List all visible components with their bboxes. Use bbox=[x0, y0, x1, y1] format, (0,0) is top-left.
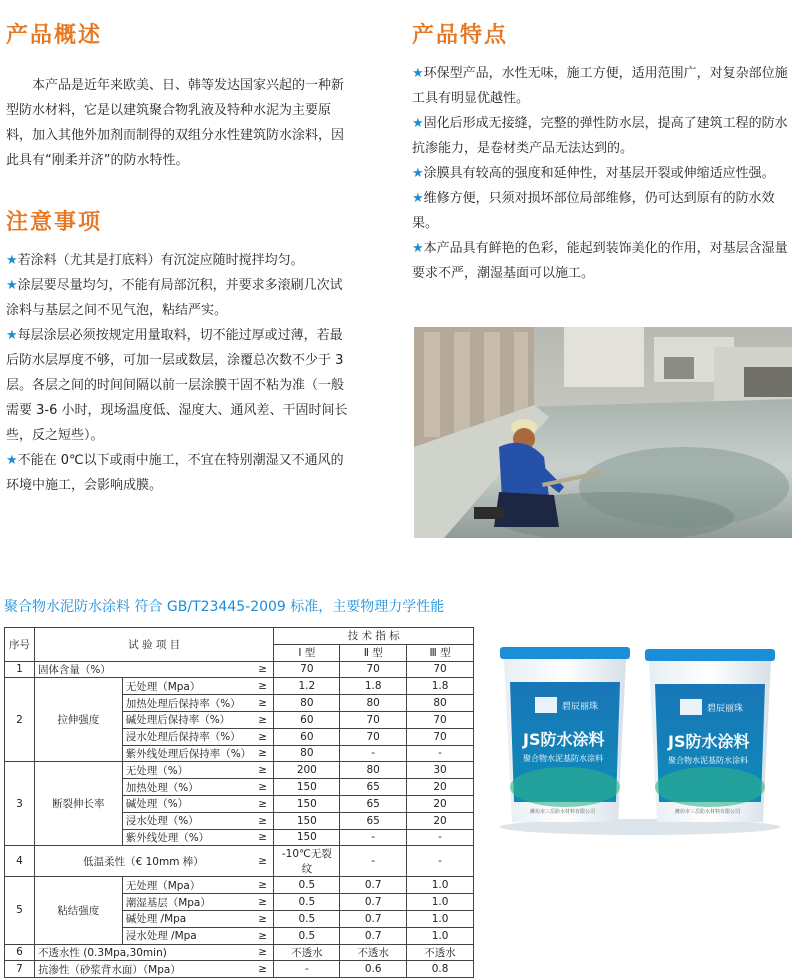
note-item: ★每层涂层必须按规定用量取料，切不能过厚或过薄，若最后防水层厚度不够，可加一层或数层，涂覆总次数不少于 3 层。各层之间的时间间隔以前一层涂膜干固不粘为准（一般需要 3-6 小时，现场温度低、湿度大、通风差、干固时间长些，反之短些）。 bbox=[6, 328, 348, 443]
product-buckets bbox=[490, 637, 790, 837]
star-icon: ★ bbox=[412, 241, 424, 256]
overview-text: 本产品是近年来欧美、日、韩等发达国家兴起的一种新型防水材料，它是以建筑聚合物乳液及特种水泥为主要原料，加入其他外加剂而制得的双组分水性建筑防水涂料，因此具有“刚柔并济”的防水特性。 bbox=[6, 78, 345, 168]
table-row: 紫外线处理后保持率（%） ≥ 80 - - bbox=[5, 745, 474, 762]
properties-table bbox=[4, 627, 474, 978]
note-item: ★若涂料（尤其是打底料）有沉淀应随时搅拌均匀。 bbox=[6, 253, 304, 268]
header-type-1: I 型 bbox=[274, 644, 340, 661]
star-icon: ★ bbox=[412, 191, 424, 206]
bucket1-brand: 碧辰丽珠 bbox=[562, 702, 599, 712]
table-row: 潮湿基层（Mpa） ≥ 0.5 0.7 1.0 bbox=[5, 894, 474, 911]
star-icon: ★ bbox=[6, 453, 18, 468]
bucket2-brand: 碧辰丽珠 bbox=[707, 704, 744, 714]
header-type-2: Ⅱ 型 bbox=[340, 644, 407, 661]
bucket2-maker: 潍坊市三岳防水材料有限公司 bbox=[675, 809, 741, 815]
features-title: 产品特点 bbox=[412, 22, 509, 48]
table-row: 4 低温柔性（€ 10mm 棒） ≥ -10℃无裂纹 - - bbox=[5, 846, 474, 877]
bucket-illustration bbox=[490, 637, 790, 837]
rooftop-scene bbox=[414, 327, 792, 538]
note-item: ★不能在 0℃以下或雨中施工，不宜在特别潮湿又不通风的环境中施工，会影响成膜。 bbox=[6, 453, 344, 493]
table-row: 加热处理后保持率（%） ≥ 80 80 80 bbox=[5, 695, 474, 712]
table-row: 浸水处理（%） ≥ 150 65 20 bbox=[5, 812, 474, 829]
note-item: ★涂层要尽量均匀，不能有局部沉积，并要求多滚刷几次试涂料与基层之间不见气泡，粘结严实。 bbox=[6, 278, 343, 318]
star-icon: ★ bbox=[6, 253, 18, 268]
table-row: 3 断裂伸长率 无处理（%） ≥ 200 80 30 bbox=[5, 762, 474, 779]
feature-item: ★本产品具有鲜艳的色彩，能起到装饰美化的作用，对基层含湿量要求不严，潮湿基面可以施工。 bbox=[412, 241, 788, 281]
table-row: 碱处理后保持率（%） ≥ 60 70 70 bbox=[5, 711, 474, 728]
header-type-3: Ⅲ 型 bbox=[407, 644, 474, 661]
table-subtitle: 聚合物水泥防水涂料 符合 GB/T23445-2009 标准，主要物理力学性能 bbox=[4, 599, 445, 615]
table-row: 加热处理（%） ≥ 150 65 20 bbox=[5, 779, 474, 796]
header-no: 序号 bbox=[5, 628, 35, 662]
table-row: 6 不透水性 (0.3Mpa,30min) ≥ 不透水 不透水 不透水 bbox=[5, 944, 474, 961]
rooftop-worker-photo bbox=[414, 327, 792, 538]
feature-item: ★维修方便，只须对损坏部位局部维修，仍可达到原有的防水效果。 bbox=[412, 191, 775, 231]
bucket1-subline: 聚合物水泥基防水涂料 bbox=[523, 754, 603, 763]
feature-item: ★环保型产品，水性无味，施工方便，适用范围广，对复杂部位施工具有明显优越性。 bbox=[412, 66, 788, 106]
notes-title: 注意事项 bbox=[6, 209, 103, 235]
star-icon: ★ bbox=[412, 116, 424, 131]
table-row: 5 粘结强度 无处理（Mpa） ≥ 0.5 0.7 1.0 bbox=[5, 877, 474, 894]
bucket1-maker: 潍坊市三岳防水材料有限公司 bbox=[530, 809, 596, 815]
star-icon: ★ bbox=[412, 66, 424, 81]
notes-list bbox=[6, 248, 351, 498]
bucket2-product: JS防水涂料 bbox=[668, 732, 750, 751]
star-icon: ★ bbox=[6, 278, 18, 293]
feature-item: ★涂膜具有较高的强度和延伸性，对基层开裂或伸缩适应性强。 bbox=[412, 166, 775, 181]
table-row: 1 固体含量（%） ≥ 70 70 70 bbox=[5, 661, 474, 678]
table-row: 碱处理 /Mpa ≥ 0.5 0.7 1.0 bbox=[5, 910, 474, 927]
star-icon: ★ bbox=[412, 166, 424, 181]
table-row: 浸水处理后保持率（%） ≥ 60 70 70 bbox=[5, 728, 474, 745]
feature-item: ★固化后形成无接缝，完整的弹性防水层，提高了建筑工程的防水抗渗能力，是卷材类产品无法达到的。 bbox=[412, 116, 788, 156]
features-list bbox=[412, 61, 792, 286]
table-row: 7 抗渗性（砂浆背水面）（Mpa） ≥ - 0.6 0.8 bbox=[5, 961, 474, 978]
table-row: 紫外线处理（%） ≥ 150 - - bbox=[5, 829, 474, 846]
bucket2-subline: 聚合物水泥基防水涂料 bbox=[668, 756, 748, 765]
overview-title: 产品概述 bbox=[6, 22, 103, 48]
table-row: 浸水处理 /Mpa ≥ 0.5 0.7 1.0 bbox=[5, 927, 474, 944]
bucket1-product: JS防水涂料 bbox=[523, 730, 605, 749]
table-header-row bbox=[5, 628, 474, 645]
star-icon: ★ bbox=[6, 328, 18, 343]
table-row: 碱处理（%） ≥ 150 65 20 bbox=[5, 795, 474, 812]
table-row: 2 拉伸强度 无处理（Mpa） ≥ 1.2 1.8 1.8 bbox=[5, 678, 474, 695]
header-index: 技 术 指 标 bbox=[274, 628, 474, 645]
header-item: 试 验 项 目 bbox=[34, 628, 273, 662]
left-column bbox=[6, 18, 351, 498]
right-column bbox=[412, 18, 792, 286]
